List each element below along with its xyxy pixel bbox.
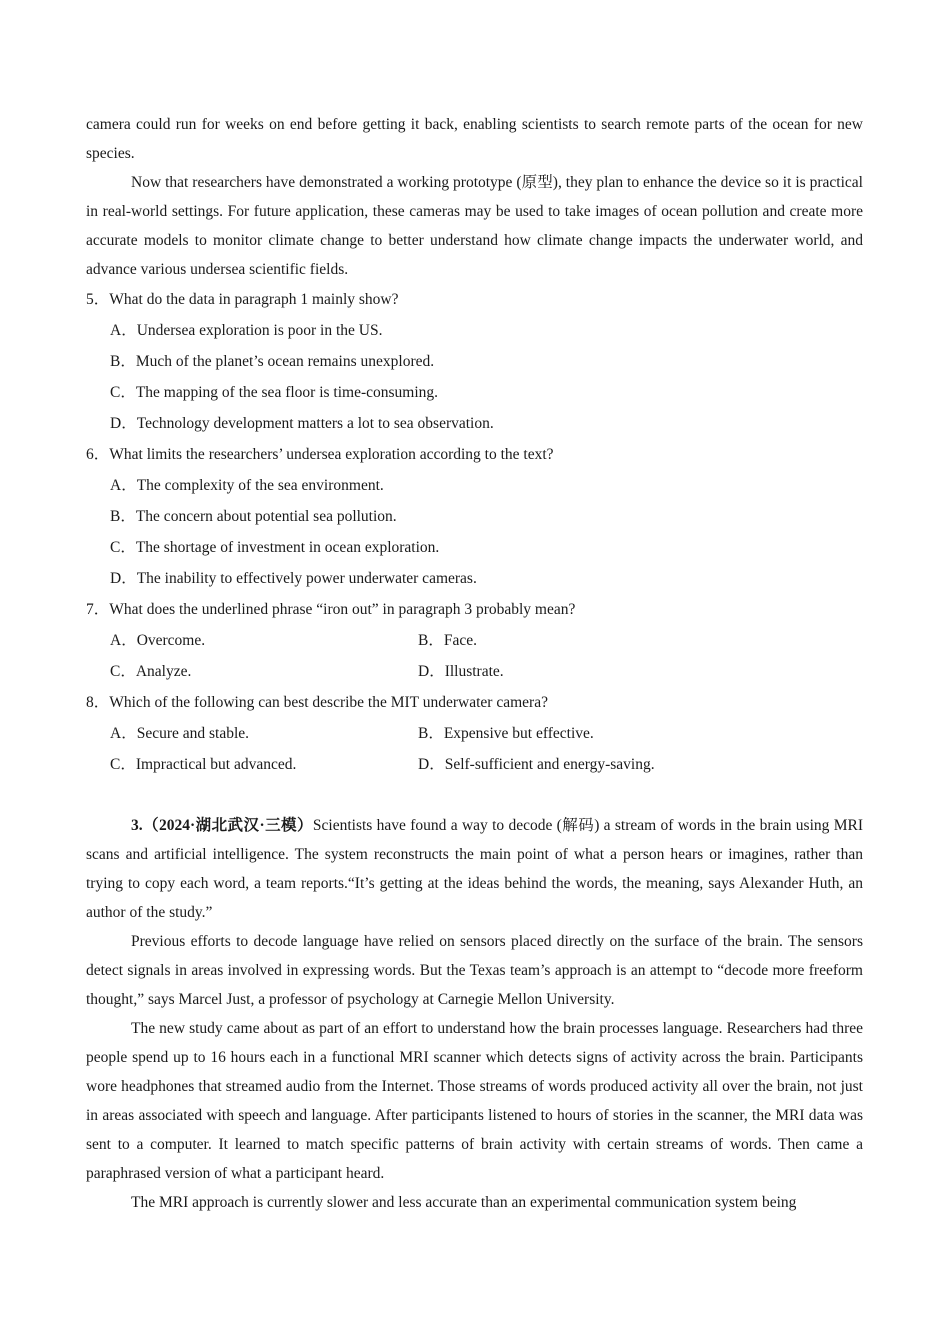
- answer-option: B．Face.: [418, 632, 477, 649]
- answer-option: A．The complexity of the sea environment.: [110, 477, 384, 494]
- answer-option: B．Much of the planet’s ocean remains unexplored.: [110, 353, 435, 370]
- passage-paragraph: Now that researchers have demonstrated a working prototype (原型), they plan to enhance the device so it is practical in real-world settings. For future application, these cameras may be used to take images of ocean pollution and create more accurate models to monitor climate change to better understand how climate change impacts the underwater world, and advance various undersea scientific fields.: [86, 174, 863, 278]
- document-page: [86, 110, 863, 1217]
- answer-option: A．Overcome.: [110, 632, 206, 649]
- answer-option-row: [110, 718, 863, 749]
- answer-option: B．The concern about potential sea pollution.: [110, 508, 397, 525]
- passage-text: Scientists have found a way to decode (解码) a stream of words in the brain using MRI scans and artificial intelligence. The system reconstructs the main point of what a person hears or imagines, rather than trying to copy each word, a team reports.“It’s getting at the ideas behind the words, the meaning, says Alexander Huth, an author of the study.”: [86, 817, 863, 921]
- passage-paragraph: The MRI approach is currently slower and less accurate than an experimental communication system being: [131, 1194, 797, 1211]
- passage-paragraph: [86, 811, 863, 927]
- answer-option: D．Self-sufficient and energy-saving.: [418, 756, 655, 773]
- question-block: [86, 687, 863, 780]
- question-stem: 8．Which of the following can best describe the MIT underwater camera?: [86, 694, 548, 711]
- answer-option: D．Illustrate.: [418, 663, 504, 680]
- source-tag: 3.（2024·湖北武汉·三模）: [131, 817, 313, 834]
- passage-paragraph: The new study came about as part of an effort to understand how the brain processes language. Researchers had three people spend up to 16 hours each in a functional MRI scanner which detects signs of activity across the brain. Participants wore headphones that streamed audio from the Internet. Those streams of words produced activity all over the brain, not just in areas associated with speech and language. After participants listened to hours of stories in the scanner, the MRI data was sent to a computer. It learned to match specific patterns of brain activity with certain streams of words. Then came a paraphrased version of what a participant heard.: [86, 1020, 863, 1182]
- answer-option-row: [110, 656, 863, 687]
- answer-option: D．Technology development matters a lot to sea observation.: [110, 415, 494, 432]
- answer-option: C．Impractical but advanced.: [110, 756, 297, 773]
- answer-option: C．The shortage of investment in ocean exploration.: [110, 539, 440, 556]
- question-block: [86, 594, 863, 687]
- question-block: [86, 439, 863, 594]
- answer-option: A．Secure and stable.: [110, 725, 250, 742]
- passage-paragraph: Previous efforts to decode language have relied on sensors placed directly on the surface of the brain. The sensors detect signals in areas involved in expressing words. But the Texas team’s approach is an attempt to “decode more freeform thought,” says Marcel Just, a professor of psychology at Carnegie Mellon University.: [86, 933, 863, 1008]
- question-stem: 7．What does the underlined phrase “iron out” in paragraph 3 probably mean?: [86, 601, 576, 618]
- answer-option-row: [110, 749, 863, 780]
- answer-option: C．Analyze.: [110, 663, 192, 680]
- section-spacer: [86, 780, 863, 811]
- answer-option: C．The mapping of the sea floor is time-consuming.: [110, 384, 439, 401]
- passage-paragraph: camera could run for weeks on end before getting it back, enabling scientists to search remote parts of the ocean for new species.: [86, 116, 863, 162]
- answer-option: A．Undersea exploration is poor in the US.: [110, 322, 383, 339]
- answer-option-row: [110, 625, 863, 656]
- question-stem: 5．What do the data in paragraph 1 mainly show?: [86, 291, 399, 308]
- answer-option: B．Expensive but effective.: [418, 725, 594, 742]
- answer-option: D．The inability to effectively power underwater cameras.: [110, 570, 477, 587]
- question-stem: 6．What limits the researchers’ undersea exploration according to the text?: [86, 446, 554, 463]
- question-block: [86, 284, 863, 439]
